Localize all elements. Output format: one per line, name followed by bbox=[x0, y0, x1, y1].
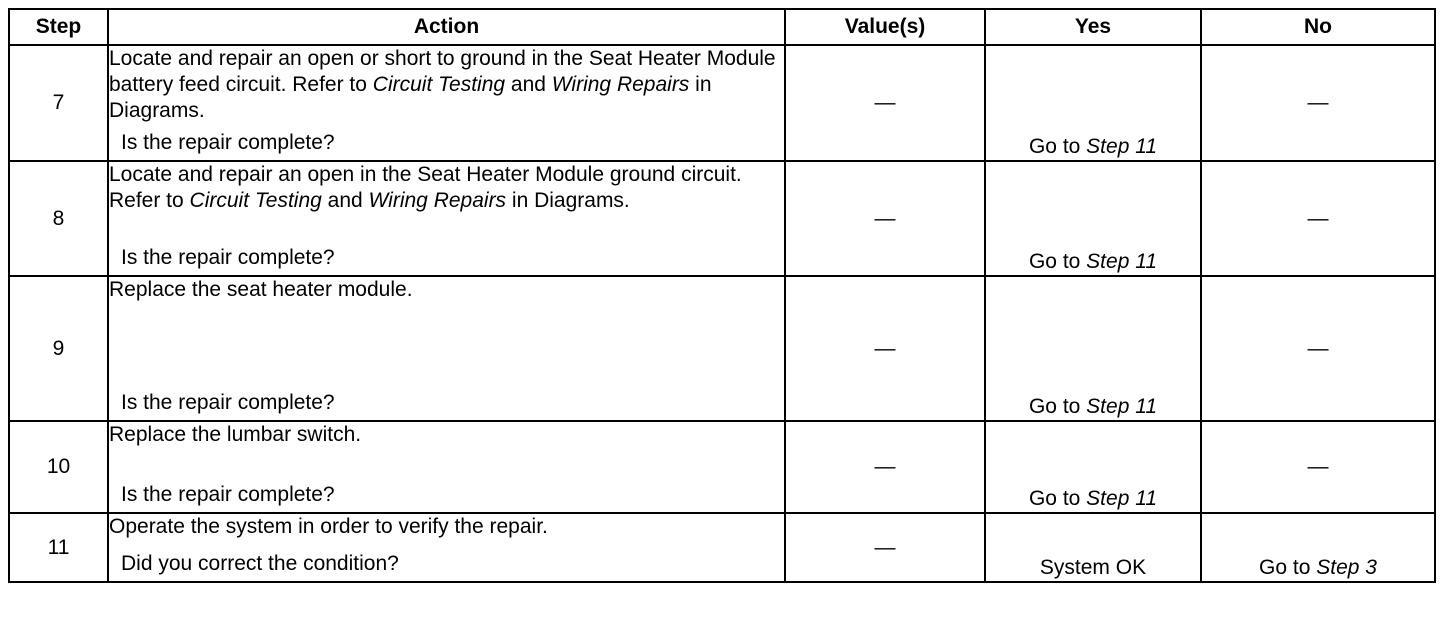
reference-wiring-repairs: Wiring Repairs bbox=[551, 73, 690, 96]
yes-step-reference: Step 11 bbox=[1086, 487, 1158, 510]
action-cell bbox=[108, 161, 785, 276]
action-text bbox=[109, 46, 784, 124]
action-cell bbox=[108, 513, 785, 582]
action-text: Replace the lumbar switch. bbox=[109, 423, 362, 446]
no-cell: — bbox=[1201, 276, 1435, 421]
table-row bbox=[9, 45, 1435, 161]
header-action: Action bbox=[108, 9, 785, 45]
table-row bbox=[9, 276, 1435, 421]
header-step: Step bbox=[9, 9, 108, 45]
action-cell bbox=[108, 45, 785, 161]
no-cell bbox=[1201, 513, 1435, 582]
action-text-part: and bbox=[321, 189, 369, 212]
action-text: Replace the seat heater module. bbox=[109, 278, 413, 301]
action-question: Is the repair complete? bbox=[121, 246, 335, 269]
diagnostic-table bbox=[8, 8, 1436, 583]
action-text bbox=[109, 162, 784, 214]
reference-circuit-testing: Circuit Testing bbox=[189, 189, 322, 212]
yes-cell bbox=[985, 45, 1201, 161]
step-number: 7 bbox=[9, 45, 108, 161]
action-text: Operate the system in order to verify the repair. bbox=[109, 515, 548, 538]
action-text-part: and bbox=[505, 73, 552, 96]
action-cell bbox=[108, 276, 785, 421]
yes-step-reference: Step 11 bbox=[1086, 250, 1158, 273]
yes-cell bbox=[985, 276, 1201, 421]
no-cell: — bbox=[1201, 45, 1435, 161]
header-no: No bbox=[1201, 9, 1435, 45]
step-number: 9 bbox=[9, 276, 108, 421]
table-row bbox=[9, 513, 1435, 582]
action-question: Is the repair complete? bbox=[121, 131, 335, 154]
no-cell: — bbox=[1201, 161, 1435, 276]
no-cell: — bbox=[1201, 421, 1435, 513]
no-prefix: Go to bbox=[1259, 556, 1317, 579]
header-values: Value(s) bbox=[785, 9, 985, 45]
action-text-part: Locate and repair an open in the Seat Heater Module ground circuit. Refer to bbox=[109, 163, 742, 212]
value-cell: — bbox=[785, 513, 985, 582]
yes-step-reference: Step 11 bbox=[1086, 395, 1158, 418]
yes-prefix: Go to bbox=[1028, 250, 1087, 273]
yes-step-reference: Step 11 bbox=[1086, 135, 1158, 158]
value-cell: — bbox=[785, 276, 985, 421]
table-row bbox=[9, 161, 1435, 276]
no-step-reference: Step 3 bbox=[1316, 556, 1377, 579]
step-number: 11 bbox=[9, 513, 108, 582]
value-cell: — bbox=[785, 45, 985, 161]
reference-circuit-testing: Circuit Testing bbox=[372, 73, 506, 96]
yes-prefix: Go to bbox=[1028, 487, 1087, 510]
action-text-part: in Diagrams. bbox=[109, 73, 712, 122]
yes-cell: System OK bbox=[985, 513, 1201, 582]
yes-prefix: Go to bbox=[1028, 395, 1087, 418]
action-text-part: in Diagrams. bbox=[506, 189, 630, 212]
reference-wiring-repairs: Wiring Repairs bbox=[368, 189, 507, 212]
action-question: Is the repair complete? bbox=[121, 483, 335, 506]
step-number: 8 bbox=[9, 161, 108, 276]
value-cell: — bbox=[785, 161, 985, 276]
action-text-part: Locate and repair an open or short to ground in the Seat Heater Module battery feed circuit. Refer to bbox=[109, 47, 776, 96]
yes-prefix: Go to bbox=[1028, 135, 1087, 158]
step-number: 10 bbox=[9, 421, 108, 513]
value-cell: — bbox=[785, 421, 985, 513]
header-yes: Yes bbox=[985, 9, 1201, 45]
action-cell bbox=[108, 421, 785, 513]
yes-cell bbox=[985, 421, 1201, 513]
yes-cell bbox=[985, 161, 1201, 276]
header-row bbox=[9, 9, 1435, 45]
action-question: Is the repair complete? bbox=[121, 391, 335, 414]
action-question: Did you correct the condition? bbox=[121, 552, 399, 575]
table-row bbox=[9, 421, 1435, 513]
